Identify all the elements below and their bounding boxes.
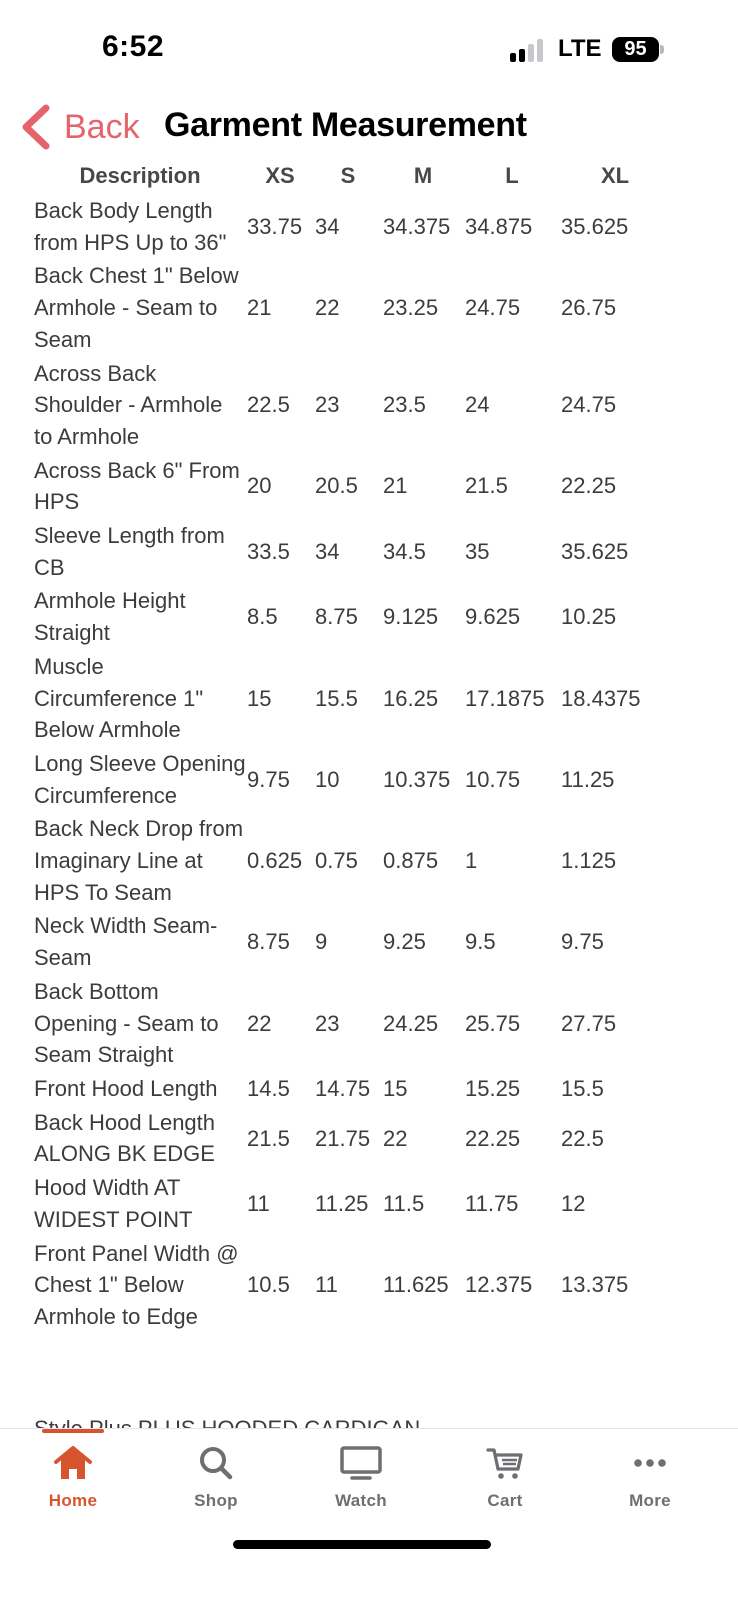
- tab-more[interactable]: [595, 1439, 705, 1529]
- tab-watch-label: Watch: [335, 1491, 387, 1510]
- value-cell-l: 24.75: [465, 295, 521, 321]
- column-header-l: L: [505, 163, 519, 188]
- measurement-table-container: [0, 156, 738, 1428]
- value-cell-xl: 22.25: [561, 473, 617, 499]
- value-cell-l: 9.5: [465, 929, 496, 955]
- value-cell-s: 0.75: [315, 848, 358, 874]
- battery-tip: [660, 45, 664, 54]
- value-cell-m: 16.25: [383, 685, 439, 711]
- value-cell-m: 15: [383, 1075, 408, 1101]
- value-cell-xs: 10.5: [247, 1272, 290, 1298]
- value-cell-s: 9: [315, 929, 328, 955]
- value-cell-xs: 15: [247, 685, 272, 711]
- network-type: LTE: [558, 35, 602, 62]
- column-header-s: S: [340, 163, 356, 188]
- value-cell-s: 15.5: [315, 685, 358, 711]
- row-description: Muscle Circumference 1" Below Armhole: [34, 653, 204, 743]
- value-cell-l: 35: [465, 538, 490, 564]
- value-cell-xs: 22: [247, 1010, 272, 1036]
- back-button[interactable]: [18, 104, 140, 150]
- row-description: Hood Width AT WIDEST POINT: [34, 1175, 193, 1232]
- value-cell-l: 1: [465, 848, 478, 874]
- row-description: Back Body Length from HPS Up to 36": [34, 198, 227, 255]
- signal-icon: [510, 38, 550, 62]
- value-cell-s: 22: [315, 295, 340, 321]
- value-cell-s: 34: [315, 213, 340, 239]
- tab-shop[interactable]: [161, 1439, 271, 1529]
- value-cell-xs: 33.5: [247, 538, 290, 564]
- value-cell-m: 11.5: [383, 1190, 425, 1216]
- cart-icon: [485, 1445, 525, 1481]
- column-header-xs: XS: [265, 163, 295, 188]
- value-cell-l: 11.75: [465, 1190, 519, 1216]
- table-row: [34, 1072, 670, 1106]
- value-cell-l: 24: [465, 392, 490, 418]
- value-cell-xl: 27.75: [561, 1010, 617, 1036]
- table-row: [34, 1171, 670, 1236]
- value-cell-l: 10.75: [465, 766, 521, 792]
- value-cell-xl: 22.5: [561, 1125, 604, 1151]
- value-cell-m: 23.25: [383, 295, 439, 321]
- page-title: Garment Measurement: [164, 106, 527, 144]
- value-cell-xs: 21: [247, 295, 272, 321]
- tab-more-label: More: [629, 1491, 671, 1510]
- row-description: Long Sleeve Opening Circumference: [34, 750, 246, 808]
- value-cell-m: 9.125: [383, 604, 439, 630]
- row-description: Sleeve Length from CB: [34, 523, 225, 580]
- value-cell-xs: 8.75: [247, 929, 290, 955]
- row-description: Across Back 6" From HPS: [34, 457, 240, 515]
- table-row: [34, 584, 670, 649]
- value-cell-s: 8.75: [315, 604, 358, 630]
- tab-bar: [0, 1428, 738, 1600]
- home-icon: [53, 1445, 93, 1481]
- value-cell-xs: 8.5: [247, 604, 278, 630]
- table-body: [34, 194, 670, 1334]
- value-cell-xs: 21.5: [247, 1125, 290, 1151]
- tab-home[interactable]: [18, 1439, 128, 1529]
- value-cell-xl: 24.75: [561, 392, 617, 418]
- table-header-row: [34, 156, 670, 194]
- search-icon: [196, 1445, 236, 1481]
- value-cell-l: 9.625: [465, 604, 521, 630]
- row-description: Back Hood Length ALONG BK EDGE: [34, 1109, 216, 1167]
- value-cell-m: 34.375: [383, 213, 451, 239]
- value-cell-xl: 11.25: [561, 766, 615, 792]
- value-cell-s: 21.75: [315, 1125, 371, 1151]
- more-icon: [630, 1445, 670, 1481]
- table-row: [34, 1106, 670, 1171]
- column-header-m: M: [413, 163, 433, 188]
- row-description: Front Panel Width @ Chest 1" Below Armhole to Edge: [34, 1240, 239, 1329]
- table-row: [34, 812, 670, 909]
- value-cell-xs: 0.625: [247, 848, 303, 874]
- value-cell-xl: 18.4375: [561, 685, 641, 711]
- status-time: 6:52: [102, 30, 165, 63]
- value-cell-s: 23: [315, 392, 340, 418]
- value-cell-xl: 13.375: [561, 1272, 629, 1298]
- row-description: Armhole Height Straight: [34, 588, 186, 646]
- table-row: [34, 519, 670, 584]
- table-row: [34, 747, 670, 812]
- table-row: [34, 1237, 670, 1334]
- value-cell-l: 12.375: [465, 1272, 533, 1298]
- row-description: Neck Width Seam-Seam: [34, 913, 218, 971]
- active-tab-indicator: [42, 1429, 104, 1433]
- value-cell-m: 24.25: [383, 1010, 439, 1036]
- value-cell-xl: 9.75: [561, 929, 604, 955]
- value-cell-xl: 10.25: [561, 604, 617, 630]
- value-cell-l: 25.75: [465, 1010, 521, 1036]
- value-cell-xl: 26.75: [561, 295, 617, 321]
- value-cell-m: 21: [383, 473, 408, 499]
- table-row: [34, 454, 670, 519]
- value-cell-xs: 20: [247, 473, 272, 499]
- value-cell-l: 15.25: [465, 1075, 521, 1101]
- value-cell-xl: 35.625: [561, 213, 629, 239]
- value-cell-m: 11.625: [383, 1272, 449, 1298]
- value-cell-xs: 22.5: [247, 392, 290, 418]
- value-cell-m: 22: [383, 1125, 408, 1151]
- nav-header: [0, 96, 738, 156]
- value-cell-xl: 1.125: [561, 848, 617, 874]
- measurement-table: [34, 156, 670, 1334]
- row-description: Back Bottom Opening - Seam to Seam Straight: [34, 978, 219, 1068]
- tab-cart-label: Cart: [487, 1491, 523, 1510]
- battery-icon: 95: [612, 37, 659, 62]
- value-cell-m: 9.25: [383, 929, 426, 955]
- value-cell-m: 10.375: [383, 766, 451, 792]
- value-cell-s: 34: [315, 538, 340, 564]
- status-bar: [0, 0, 738, 96]
- column-header-description: Description: [79, 163, 201, 188]
- table-row: [34, 194, 670, 259]
- row-description: Front Hood Length: [34, 1075, 218, 1101]
- value-cell-s: 11: [315, 1272, 338, 1298]
- row-description: Back Chest 1" Below Armhole - Seam to Seam: [34, 263, 239, 352]
- value-cell-l: 22.25: [465, 1125, 521, 1151]
- tab-home-label: Home: [48, 1491, 98, 1510]
- value-cell-xl: 12: [561, 1190, 586, 1216]
- value-cell-xs: 9.75: [247, 766, 290, 792]
- home-indicator: [233, 1540, 491, 1549]
- value-cell-s: 14.75: [315, 1075, 371, 1101]
- value-cell-l: 17.1875: [465, 685, 545, 711]
- table-row: [34, 909, 670, 974]
- value-cell-m: 23.5: [383, 392, 426, 418]
- value-cell-xl: 35.625: [561, 538, 629, 564]
- value-cell-s: 10: [315, 766, 340, 792]
- column-header-xl: XL: [600, 163, 630, 188]
- table-row: [34, 975, 670, 1072]
- tv-icon: [339, 1445, 383, 1481]
- value-cell-xs: 14.5: [247, 1075, 290, 1101]
- chevron-left-icon: [18, 104, 58, 150]
- value-cell-xs: 33.75: [247, 213, 303, 239]
- table-row: [34, 650, 670, 747]
- value-cell-s: 20.5: [315, 473, 358, 499]
- table-row: [34, 357, 670, 454]
- value-cell-m: 34.5: [383, 538, 426, 564]
- value-cell-s: 11.25: [315, 1190, 369, 1216]
- tab-watch[interactable]: [306, 1439, 416, 1529]
- value-cell-l: 34.875: [465, 213, 533, 239]
- tab-shop-label: Shop: [194, 1491, 238, 1510]
- value-cell-m: 0.875: [383, 848, 439, 874]
- value-cell-xs: 11: [247, 1190, 270, 1216]
- table-row: [34, 259, 670, 356]
- value-cell-l: 21.5: [465, 473, 508, 499]
- tab-cart[interactable]: [450, 1439, 560, 1529]
- value-cell-xl: 15.5: [561, 1075, 604, 1101]
- back-label: Back: [64, 107, 140, 146]
- row-description: Across Back Shoulder - Armhole to Armhole: [34, 360, 223, 449]
- row-description: Back Neck Drop from Imaginary Line at HPS To Seam: [34, 816, 244, 905]
- value-cell-s: 23: [315, 1010, 340, 1036]
